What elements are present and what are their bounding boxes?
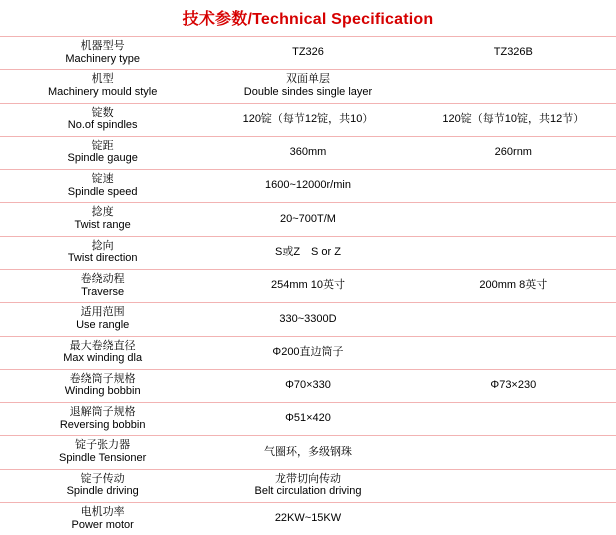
row-value-tz326 [205,203,410,236]
row-label-cn: 机器型号 [80,40,125,52]
table-row [0,336,616,369]
row-value-tz326 [205,136,410,169]
row-value-tz326b [411,70,616,103]
row-value-tz326 [205,303,410,336]
row-value-tz326 [205,502,410,535]
row-label-cn: 捻向 [91,239,114,252]
table-row [0,369,616,402]
row-label-cn: 锭子张力器 [75,439,131,452]
row-value2-text: 260rnm [494,146,532,159]
row-label-en: Spindle driving [66,485,139,498]
row-value2-text: Φ73×230 [490,379,537,392]
row-label-cn: 卷绕动程 [80,272,125,285]
row-value-text: 1600~12000r/min [265,179,351,192]
table-row [0,269,616,302]
table-title-row [0,0,616,37]
row-value-text: 330~3300D [279,312,337,325]
row-value-cn: S或Z S or Z [274,246,341,258]
row-value-text: 360mm [289,146,327,159]
row-label [0,336,205,369]
row-value-tz326b [411,236,616,269]
row-label [0,436,205,469]
row-label-en: Traverse [81,285,125,298]
row-label [0,170,205,203]
row-value-tz326 [205,170,410,203]
row-label-cn: 卷绕筒子规格 [69,372,136,385]
row-label [0,269,205,302]
row-label-cn: 电机功率 [80,505,125,518]
row-label-en: Spindle gauge [67,152,138,165]
row-label [0,369,205,402]
table-row [0,203,616,236]
row-value-tz326b [411,170,616,203]
row-value-tz326b [411,436,616,469]
row-label-en: Max winding dla [63,352,143,365]
row-label-cn: 机型 [91,73,114,86]
row-value-tz326 [205,403,410,436]
row-label-cn: 锭数 [91,106,114,119]
row-value-tz326b [411,103,616,136]
row-value-tz326 [205,37,410,70]
row-label [0,103,205,136]
row-value-cn: 气圈环，多级钢珠 [263,445,352,458]
row-value-tz326b [411,502,616,535]
row-label [0,37,205,70]
row-value-tz326b [411,269,616,302]
row-value-tz326 [205,70,410,103]
title-cell [0,0,616,37]
row-label-cn: 锭子传动 [80,472,125,485]
table-row [0,37,616,70]
row-value-tz326b [411,403,616,436]
row-value-tz326 [205,336,410,369]
row-label-en: Machinery type [65,52,140,65]
row-value2-cn: 120锭（每节10锭，共12节） [442,112,585,125]
row-label-cn: 锭距 [91,139,114,152]
row-value-tz326b [411,469,616,502]
row-label [0,136,205,169]
row-value-tz326 [205,436,410,469]
row-value-tz326b [411,136,616,169]
row-label [0,469,205,502]
row-value-cn: 双面单层 [285,73,330,86]
table-row [0,403,616,436]
row-label-cn: 退解筒子规格 [69,406,136,419]
row-label-cn: 最大卷绕直径 [69,339,136,352]
row-label-en: Power motor [71,518,134,531]
row-value-text: Φ51×420 [285,412,331,425]
row-value-cn: 120锭（每节12锭，共10） [242,112,374,125]
row-label-en: No.of spindles [67,119,138,132]
row-value-text: Double sindes single layer [243,85,373,98]
row-label [0,403,205,436]
row-label-en: Reversing bobbin [59,418,146,431]
row-value-tz326 [205,103,410,136]
row-value-text: 22KW~15KW [274,512,342,525]
table-row [0,103,616,136]
table-row [0,136,616,169]
page-title: 技术参数/Technical Specification [182,11,434,28]
row-label [0,70,205,103]
row-label-en: Spindle Tensioner [59,452,147,465]
row-value-text: 20~700T/M [280,212,336,225]
row-value-text: Belt circulation driving [254,485,362,498]
row-label-en: Winding bobbin [64,385,141,398]
table-row [0,469,616,502]
table-row [0,436,616,469]
row-value-text: Φ70×330 [285,379,331,392]
row-label-cn: 适用范围 [80,306,125,319]
row-value-tz326 [205,236,410,269]
row-value-tz326 [205,269,410,302]
row-value-tz326b [411,336,616,369]
row-label [0,303,205,336]
row-label-en: Twist range [74,219,131,232]
row-value2-text: TZ326B [493,46,533,59]
row-label-en: Use rangle [76,318,130,331]
row-value-tz326b [411,203,616,236]
row-value-tz326 [205,369,410,402]
row-value-tz326b [411,303,616,336]
row-label [0,236,205,269]
row-label-en: Spindle speed [67,185,138,198]
row-value-tz326 [205,469,410,502]
row-label-cn: 捻度 [91,206,114,219]
row-label [0,502,205,535]
row-value-text: TZ326 [292,46,324,59]
table-row [0,303,616,336]
row-value-cn: Φ200直边筒子 [272,345,344,358]
row-value2-cn: 200mm 8英寸 [479,279,548,292]
row-value-tz326b [411,369,616,402]
row-value-cn: 254mm 10英寸 [271,279,345,292]
table-row [0,170,616,203]
row-label [0,203,205,236]
row-label-cn: 锭速 [91,173,114,186]
row-value-tz326b [411,37,616,70]
row-label-en: Twist direction [67,252,138,265]
row-label-en: Machinery mould style [47,85,158,98]
row-value-cn: 龙带切向传动 [274,472,341,485]
table-row [0,70,616,103]
table-row [0,502,616,535]
table-row [0,236,616,269]
